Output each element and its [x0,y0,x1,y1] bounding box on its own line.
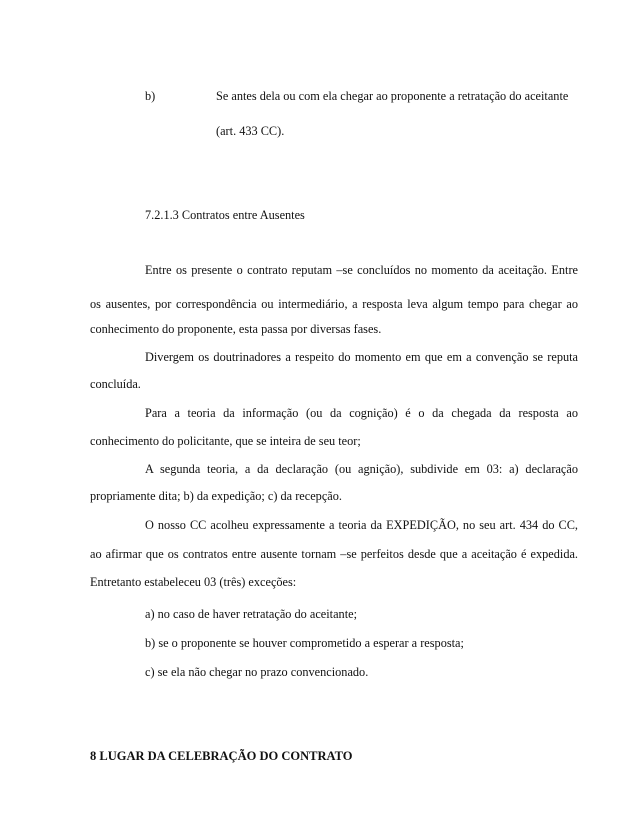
list-item-b-line-1: Se antes dela ou com ela chegar ao proponente a retratação do aceitante [216,89,569,103]
exception-item-c: c) se ela não chegar no prazo convencionado. [145,665,369,679]
paragraph-line: Entre os presente o contrato reputam –se concluídos no momento da aceitação. Entre [145,263,578,277]
paragraph-line: os ausentes, por correspondência ou intermediário, a resposta leva algum tempo para chegar ao [90,297,578,311]
paragraph-line: Divergem os doutrinadores a respeito do momento em que em a convenção se reputa [145,350,578,364]
paragraph-line: propriamente dita; b) da expedição; c) da recepção. [90,489,342,503]
paragraph-line: conhecimento do proponente, esta passa por diversas fases. [90,322,382,336]
section-title: 7.2.1.3 Contratos entre Ausentes [145,208,305,222]
exception-item-b: b) se o proponente se houver comprometido a esperar a resposta; [145,636,464,650]
paragraph-line: ao afirmar que os contratos entre ausente tornam –se perfeitos desde que a aceitação é expedida. [90,547,578,561]
list-marker-b: b) [145,89,156,103]
paragraph-line: concluída. [90,377,141,391]
paragraph-line: Para a teoria da informação (ou da cognição) é o da chegada da resposta ao [145,406,578,420]
exception-item-a: a) no caso de haver retratação do aceitante; [145,607,357,621]
paragraph-line: conhecimento do policitante, que se inteira de seu teor; [90,434,361,448]
paragraph-line: A segunda teoria, a da declaração (ou agnição), subdivide em 03: a) declaração [145,462,578,476]
chapter-heading: 8 LUGAR DA CELEBRAÇÃO DO CONTRATO [90,749,353,763]
paragraph-line: O nosso CC acolheu expressamente a teoria da EXPEDIÇÃO, no seu art. 434 do CC, [145,518,578,532]
list-item-b-line-2: (art. 433 CC). [216,124,285,138]
paragraph-line: Entretanto estabeleceu 03 (três) exceções: [90,575,297,589]
